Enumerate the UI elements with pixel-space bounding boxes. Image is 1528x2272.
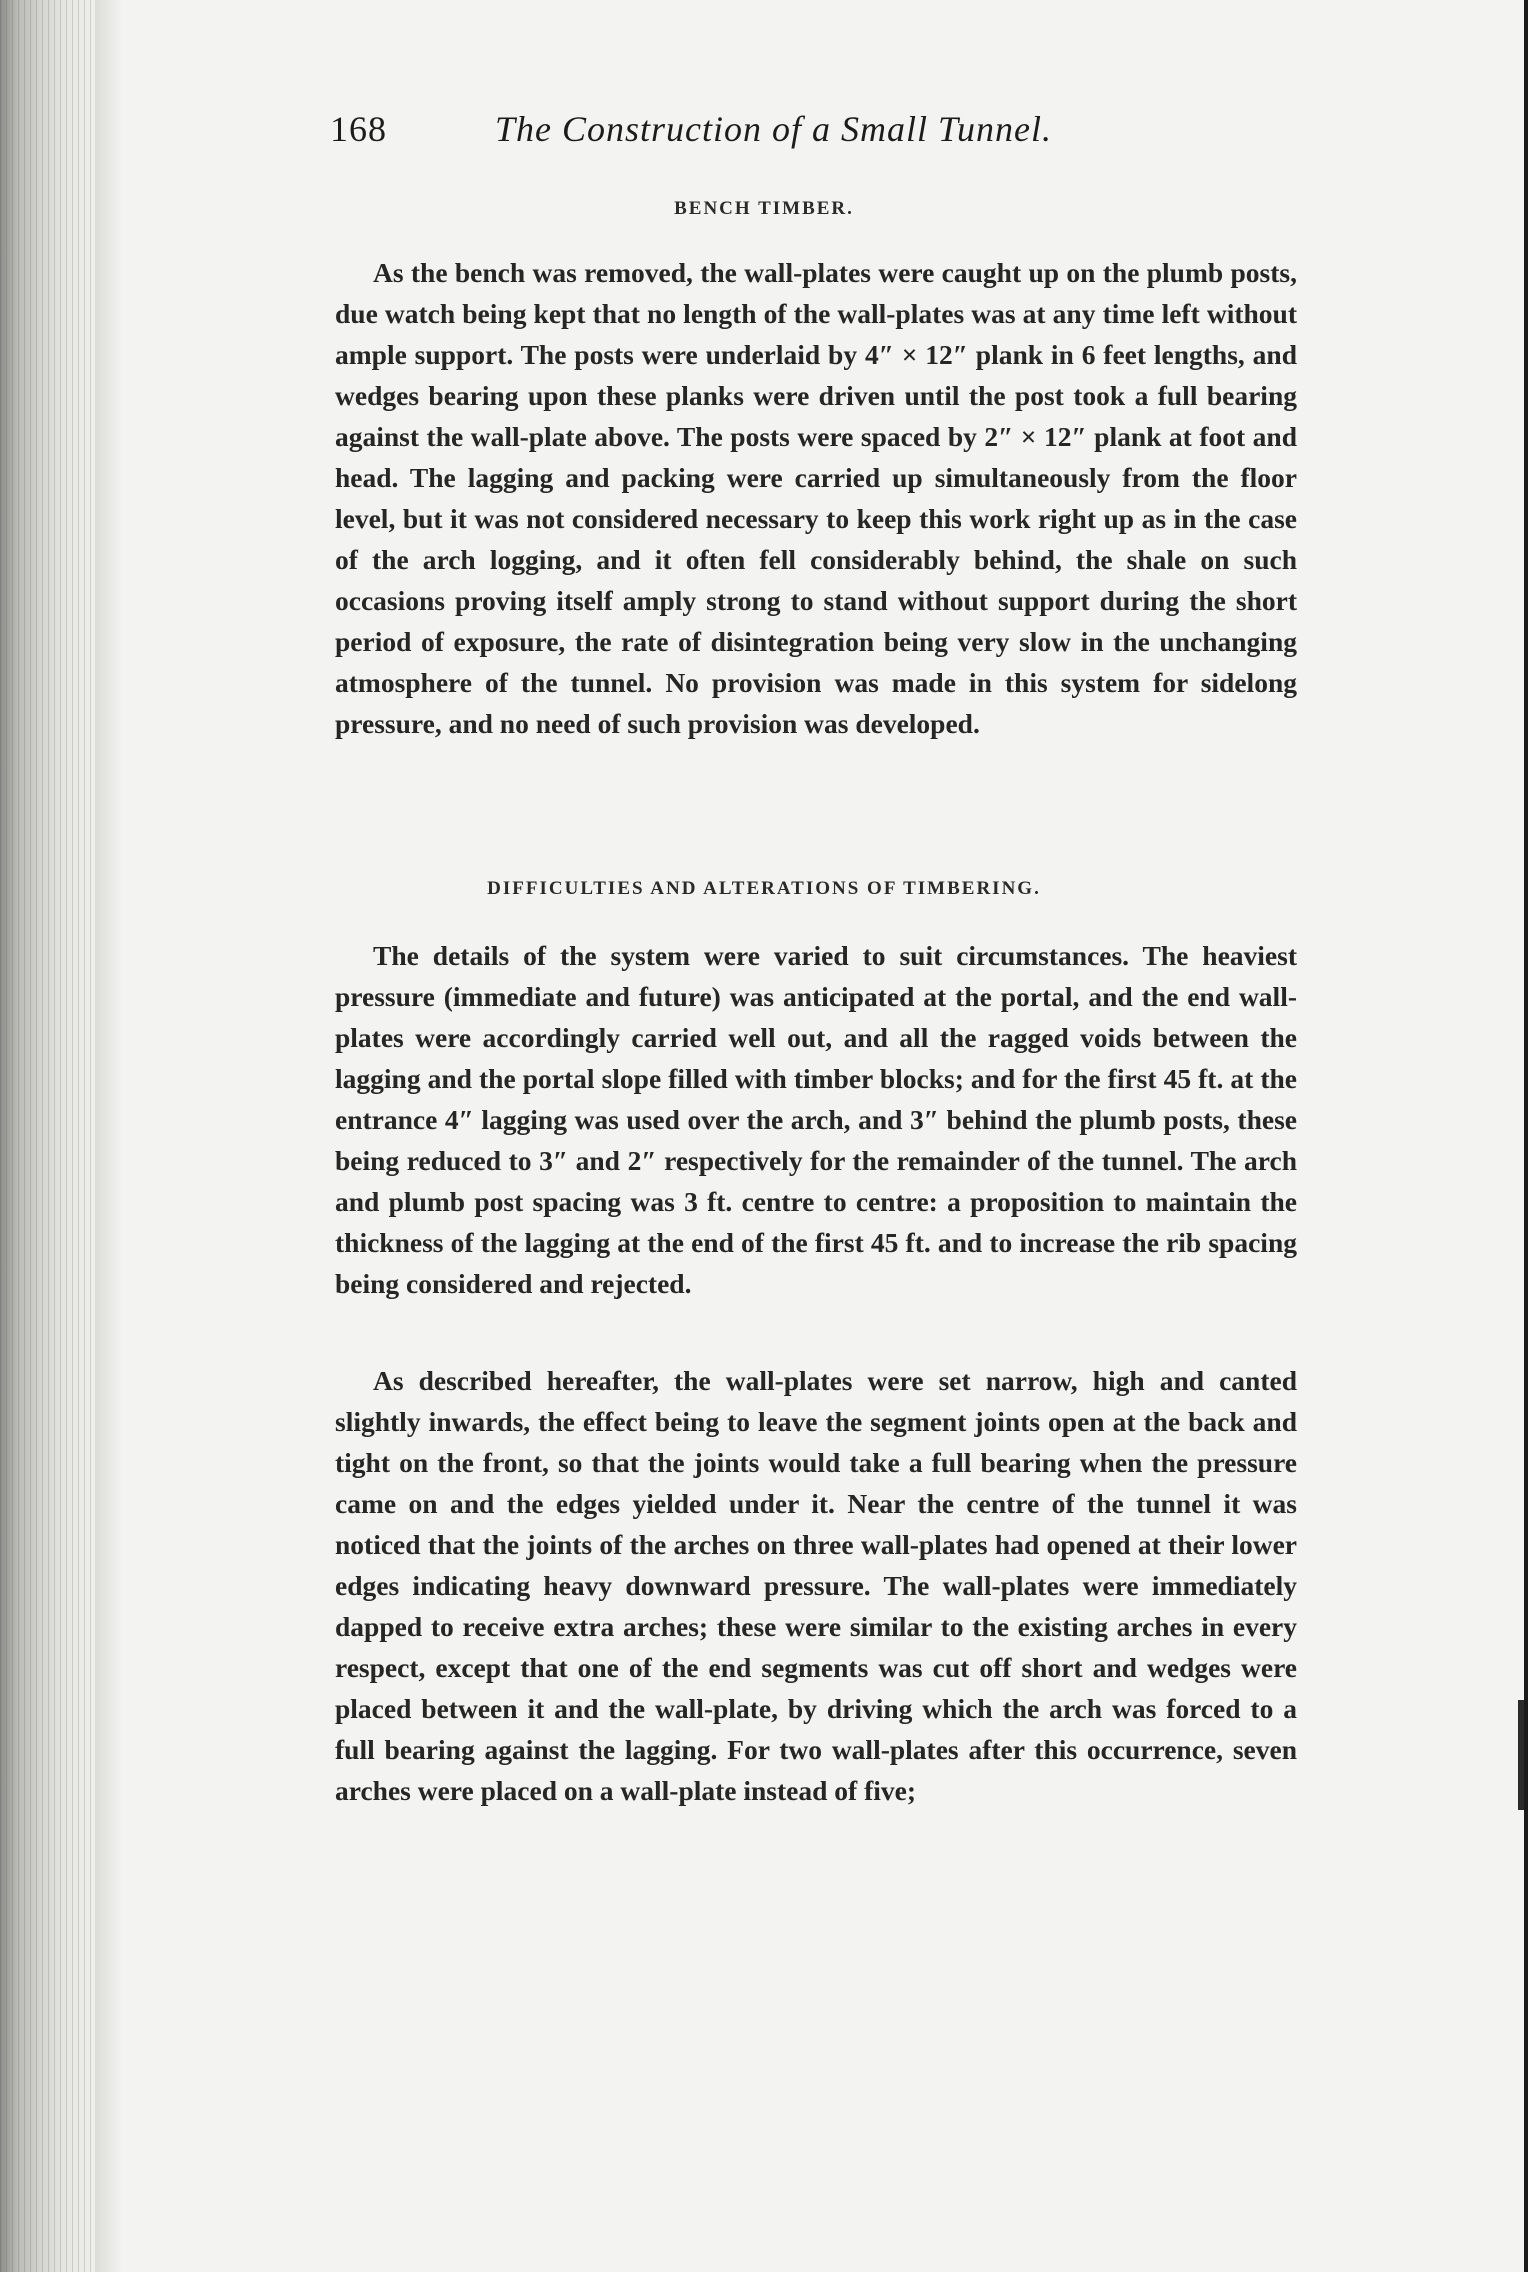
right-edge-mark [1518, 1700, 1524, 1810]
paragraph-details-of-system: The details of the system were varied to suit circumstances. The heaviest pressure (immediate and future) was anticipated at the portal, and the end wall-plates were accordingly carried well out, and all the ragged voids between the lagging and the portal slope filled with timber blocks; and for the first 45 ft. at the entrance 4″ lagging was used over the arch, and 3″ behind the plumb posts, these being reduced to 3″ and 2″ respectively for the remainder of the tunnel. The arch and plumb post spacing was 3 ft. centre to centre: a proposition to maintain the thickness of the lagging at the end of the first 45 ft. and to increase the rib spacing being considered and rejected. [335, 940, 1297, 1299]
paragraph-wall-plates: As described hereafter, the wall-plates were set narrow, high and canted slightly inwards, the effect being to leave the segment joints open at the back and tight on the front, so that the joints would take a full bearing when the pressure came on and the edges yielded under it. Near the centre of the tunnel it was noticed that the joints of the arches on three wall-plates had opened at their lower edges indicating heavy downward pressure. The wall-plates were immediately dapped to receive extra arches; these were similar to the existing arches in every respect, except that one of the end segments was cut off short and wedges were placed between it and the wall-plate, by driving which the arch was forced to a full bearing against the lagging. For two wall-plates after this occurrence, seven arches were placed on a wall-plate instead of five; [335, 1365, 1297, 1806]
running-header [330, 108, 1150, 158]
right-page-edge [1524, 0, 1528, 2272]
section-heading-difficulties: DIFFICULTIES AND ALTERATIONS OF TIMBERING. [487, 878, 1041, 899]
running-title: The Construction of a Small Tunnel. [495, 109, 1053, 149]
page-stack-edges [0, 0, 95, 2272]
spine-shadow [95, 0, 123, 2272]
paragraph-bench-timber: As the bench was removed, the wall-plates were caught up on the plumb posts, due watch being kept that no length of the wall-plates was at any time left without ample support. The posts were underlaid by 4″ × 12″ plank in 6 feet lengths, and wedges bearing upon these planks were driven until the post took a full bearing against the wall-plate above. The posts were spaced by 2″ × 12″ plank at foot and head. The lagging and packing were carried up simultaneously from the floor level, but it was not considered necessary to keep this work right up as in the case of the arch logging, and it often fell considerably behind, the shale on such occasions proving itself amply strong to stand without support during the short period of exposure, the rate of disintegration being very slow in the unchanging atmosphere of the tunnel. No provision was made in this system for sidelong pressure, and no need of such provision was developed. [335, 257, 1297, 739]
section-heading-bench-timber: BENCH TIMBER. [674, 198, 854, 219]
page-number: 168 [330, 109, 387, 149]
